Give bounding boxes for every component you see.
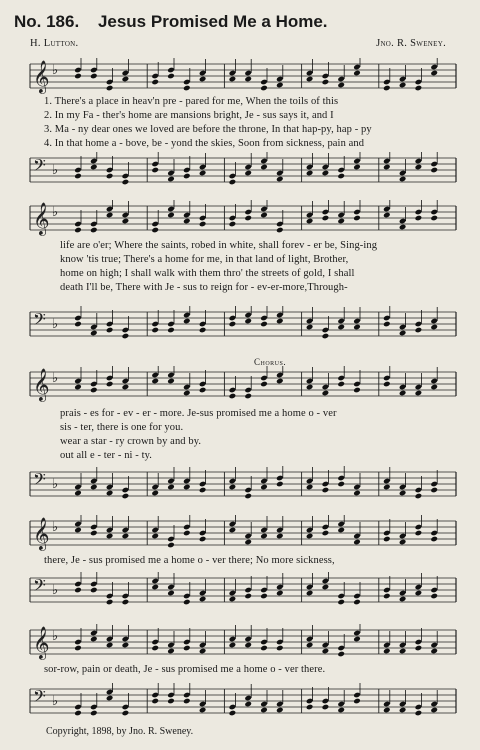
note-head	[399, 648, 407, 655]
note-head	[430, 215, 438, 222]
note-head	[199, 170, 207, 177]
note-head	[229, 321, 237, 328]
note-head	[353, 698, 361, 705]
note-head	[122, 533, 130, 540]
note-head	[106, 327, 114, 334]
note-head	[430, 70, 438, 77]
note-head	[199, 327, 207, 334]
note-head	[430, 487, 438, 494]
note-head	[399, 596, 407, 603]
verse-line: 1. There's a place in heav'n pre - pared for me, When the toils of this	[44, 96, 339, 107]
note-head	[90, 484, 98, 491]
note-head	[229, 179, 237, 186]
note-head	[276, 318, 284, 325]
note-head	[90, 330, 98, 337]
note-head	[383, 484, 391, 491]
note-head	[353, 636, 361, 643]
chorus-line: sor-row, pain or death, Je - sus promised me a home o - ver there.	[44, 664, 326, 675]
note-head	[199, 387, 207, 394]
note-head	[322, 333, 330, 340]
note-head	[244, 76, 252, 83]
note-head	[276, 590, 284, 597]
note-head	[260, 164, 268, 171]
note-head	[415, 493, 423, 500]
note-head	[151, 533, 159, 540]
note-head	[229, 596, 237, 603]
note-head	[260, 707, 268, 714]
hymn-number: No. 186.	[14, 12, 80, 31]
note-head	[383, 85, 391, 92]
note-head	[183, 218, 191, 225]
note-head	[399, 176, 407, 183]
note-head	[122, 710, 130, 717]
note-head	[353, 324, 361, 331]
note-head	[74, 73, 82, 80]
note-head	[276, 481, 284, 488]
note-head	[322, 170, 330, 177]
note-head	[322, 390, 330, 397]
note-head	[90, 636, 98, 643]
note-head	[306, 484, 314, 491]
note-head	[383, 707, 391, 714]
note-head	[106, 212, 114, 219]
note-head	[306, 590, 314, 597]
note-head	[167, 648, 175, 655]
note-head	[183, 173, 191, 180]
note-head	[415, 530, 423, 537]
note-head	[244, 170, 252, 177]
note-head	[167, 176, 175, 183]
note-head	[430, 593, 438, 600]
note-head	[383, 648, 391, 655]
note-head	[74, 710, 82, 717]
note-head	[74, 527, 82, 534]
note-head	[430, 167, 438, 174]
flat-icon: ♭	[52, 520, 59, 535]
chorus-line: there, Je - sus promised me a home o - ver there; No more sickness,	[44, 555, 335, 566]
note-head	[306, 324, 314, 331]
hymn-title: Jesus Promised Me a Home.	[97, 12, 328, 31]
note-head	[260, 533, 268, 540]
flat-icon: ♭	[52, 63, 59, 78]
verse-line: prais - es for - ev - er - more. Je-sus promised me a home o - ver	[60, 408, 337, 419]
note-head	[399, 490, 407, 497]
note-head	[199, 76, 207, 83]
note-head	[167, 542, 175, 549]
note-head	[244, 539, 252, 546]
note-head	[229, 710, 237, 717]
note-head	[337, 599, 345, 606]
lyricist-credit: H. Lutton.	[30, 38, 79, 49]
note-head	[167, 484, 175, 491]
bass-staff	[0, 306, 480, 346]
note-head	[353, 599, 361, 606]
note-head	[306, 218, 314, 225]
note-head	[337, 481, 345, 488]
note-head	[183, 318, 191, 325]
note-head	[276, 378, 284, 385]
note-head	[260, 212, 268, 219]
note-head	[122, 76, 130, 83]
note-head	[74, 587, 82, 594]
note-head	[106, 533, 114, 540]
note-head	[322, 215, 330, 222]
flat-icon: ♭	[52, 317, 59, 332]
note-head	[183, 484, 191, 491]
note-head	[183, 390, 191, 397]
note-head	[229, 642, 237, 649]
treble-clef-icon: 𝄞	[33, 368, 50, 401]
note-head	[260, 645, 268, 652]
note-head	[276, 227, 284, 234]
note-head	[383, 536, 391, 543]
treble-staff	[0, 366, 480, 406]
note-head	[337, 651, 345, 658]
treble-clef-icon: 𝄞	[33, 517, 50, 550]
note-head	[229, 484, 237, 491]
note-head	[151, 490, 159, 497]
note-head	[337, 82, 345, 89]
note-head	[415, 215, 423, 222]
note-head	[90, 227, 98, 234]
flat-icon: ♭	[52, 205, 59, 220]
note-head	[322, 584, 330, 591]
note-head	[383, 593, 391, 600]
note-head	[322, 648, 330, 655]
note-head	[183, 530, 191, 537]
flat-icon: ♭	[52, 694, 59, 709]
verse-line: home on high; I shall walk with them thro' the streets of gold, I shall	[60, 268, 355, 279]
note-head	[151, 327, 159, 334]
verse-line: sis - ter, there is one for you.	[60, 422, 184, 433]
note-head	[167, 698, 175, 705]
note-head	[183, 698, 191, 705]
note-head	[353, 215, 361, 222]
note-head	[106, 381, 114, 388]
bass-staff	[0, 152, 480, 192]
treble-staff	[0, 200, 480, 240]
verse-line: out all e - ter - ni - ty.	[60, 450, 153, 461]
treble-staff	[0, 624, 480, 664]
note-head	[122, 333, 130, 340]
note-head	[122, 384, 130, 391]
note-head	[199, 596, 207, 603]
note-head	[74, 490, 82, 497]
note-head	[167, 590, 175, 597]
note-head	[167, 327, 175, 334]
note-head	[74, 173, 82, 180]
note-head	[430, 536, 438, 543]
treble-clef-icon: 𝄞	[33, 626, 50, 659]
note-head	[399, 82, 407, 89]
note-head	[337, 173, 345, 180]
note-head	[399, 330, 407, 337]
flat-icon: ♭	[52, 583, 59, 598]
note-head	[151, 584, 159, 591]
composer-credit: Jno. R. Sweney.	[376, 38, 446, 49]
bass-staff	[0, 466, 480, 506]
note-head	[337, 381, 345, 388]
note-head	[353, 164, 361, 171]
verse-line: death I'll be, There with Je - sus to reign for - ev-er-more,Through-	[60, 282, 348, 293]
note-head	[74, 645, 82, 652]
note-head	[106, 85, 114, 92]
note-head	[90, 73, 98, 80]
note-head	[122, 642, 130, 649]
note-head	[337, 324, 345, 331]
note-head	[383, 381, 391, 388]
note-head	[183, 85, 191, 92]
bass-clef-icon: 𝄢	[33, 575, 46, 599]
note-head	[306, 533, 314, 540]
note-head	[353, 70, 361, 77]
note-head	[183, 645, 191, 652]
bass-clef-icon: 𝄢	[33, 309, 46, 333]
note-head	[260, 593, 268, 600]
note-head	[122, 599, 130, 606]
note-head	[244, 318, 252, 325]
note-head	[122, 218, 130, 225]
note-head	[430, 707, 438, 714]
note-head	[90, 164, 98, 171]
note-head	[199, 221, 207, 228]
note-head	[415, 710, 423, 717]
note-head	[90, 530, 98, 537]
note-head	[199, 707, 207, 714]
note-head	[167, 73, 175, 80]
note-head	[229, 76, 237, 83]
bass-clef-icon: 𝄢	[33, 469, 46, 493]
note-head	[244, 393, 252, 400]
note-head	[151, 79, 159, 86]
note-head	[74, 227, 82, 234]
treble-clef-icon: 𝄞	[33, 60, 50, 93]
verse-line: life are o'er; Where the saints, robed in white, shall forev - er be, Sing-ing	[60, 240, 378, 251]
note-head	[167, 212, 175, 219]
note-head	[229, 221, 237, 228]
note-head	[151, 227, 159, 234]
note-head	[353, 387, 361, 394]
note-head	[199, 487, 207, 494]
verse-line: 4. In that home a - bove, be - yond the skies, Soon from sickness, pain and	[44, 138, 365, 149]
treble-staff	[0, 515, 480, 555]
note-head	[322, 530, 330, 537]
note-head	[244, 701, 252, 708]
bass-staff	[0, 683, 480, 723]
verse-line: wear a star - ry crown by and by.	[60, 436, 202, 447]
note-head	[337, 707, 345, 714]
flat-icon: ♭	[52, 163, 59, 178]
flat-icon: ♭	[52, 477, 59, 492]
note-head	[122, 179, 130, 186]
note-head	[353, 539, 361, 546]
note-head	[229, 527, 237, 534]
note-head	[106, 695, 114, 702]
note-head	[276, 82, 284, 89]
note-head	[244, 493, 252, 500]
note-head	[260, 484, 268, 491]
note-head	[106, 599, 114, 606]
note-head	[322, 79, 330, 86]
note-head	[260, 85, 268, 92]
flat-icon: ♭	[52, 629, 59, 644]
note-head	[337, 527, 345, 534]
note-head	[415, 327, 423, 334]
verse-line: know 'tis true; There's a home for me, in that land of light, Brother,	[60, 254, 349, 265]
note-head	[90, 710, 98, 717]
note-head	[90, 387, 98, 394]
note-head	[415, 590, 423, 597]
note-head	[415, 164, 423, 171]
note-head	[151, 645, 159, 652]
treble-clef-icon: 𝄞	[33, 202, 50, 235]
bass-staff	[0, 572, 480, 612]
note-head	[106, 642, 114, 649]
note-head	[322, 704, 330, 711]
note-head	[106, 490, 114, 497]
chorus-label: Chorus.	[254, 357, 287, 367]
note-head	[260, 321, 268, 328]
note-head	[415, 645, 423, 652]
note-head	[122, 493, 130, 500]
note-head	[151, 167, 159, 174]
note-head	[306, 170, 314, 177]
note-head	[276, 533, 284, 540]
note-head	[399, 224, 407, 231]
note-head	[306, 384, 314, 391]
note-head	[399, 390, 407, 397]
note-head	[199, 648, 207, 655]
note-head	[106, 173, 114, 180]
note-head	[383, 164, 391, 171]
note-head	[337, 218, 345, 225]
note-head	[167, 378, 175, 385]
note-head	[322, 487, 330, 494]
note-head	[276, 645, 284, 652]
note-head	[244, 642, 252, 649]
note-head	[74, 384, 82, 391]
bass-clef-icon: 𝄢	[33, 155, 46, 179]
treble-staff	[0, 58, 480, 98]
note-head	[383, 212, 391, 219]
note-head	[353, 490, 361, 497]
note-head	[430, 648, 438, 655]
note-head	[229, 393, 237, 400]
bass-clef-icon: 𝄢	[33, 686, 46, 710]
note-head	[90, 587, 98, 594]
note-head	[151, 698, 159, 705]
note-head	[260, 381, 268, 388]
note-head	[276, 707, 284, 714]
note-head	[306, 76, 314, 83]
note-head	[430, 324, 438, 331]
note-head	[415, 390, 423, 397]
note-head	[74, 321, 82, 328]
note-head	[244, 215, 252, 222]
note-head	[199, 536, 207, 543]
verse-line: 3. Ma - ny dear ones we loved are before the throne, In that hap-py, hap - py	[44, 124, 372, 135]
note-head	[415, 85, 423, 92]
note-head	[399, 707, 407, 714]
note-head	[306, 642, 314, 649]
note-head	[306, 704, 314, 711]
verse-line: 2. In my Fa - ther's home are mansions bright, Je - sus says it, and I	[44, 110, 334, 121]
note-head	[151, 378, 159, 385]
copyright-notice: Copyright, 1898, by Jno. R. Sweney.	[46, 726, 194, 737]
note-head	[183, 599, 191, 606]
note-head	[399, 539, 407, 546]
note-head	[383, 321, 391, 328]
note-head	[244, 593, 252, 600]
note-head	[276, 176, 284, 183]
note-head	[430, 384, 438, 391]
flat-icon: ♭	[52, 371, 59, 386]
hymn-title-line	[14, 12, 474, 32]
